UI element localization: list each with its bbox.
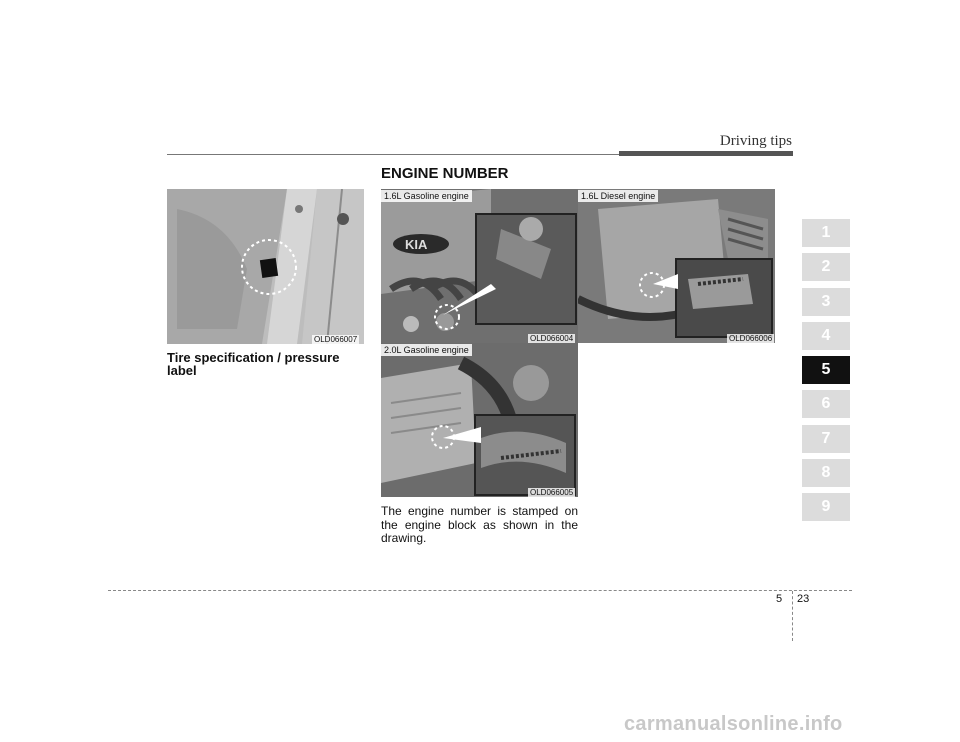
chapter-tab-8[interactable]: 8 [802, 459, 850, 487]
svg-text:KIA: KIA [405, 237, 428, 252]
engine-photo-1-6-gasoline [381, 189, 578, 343]
footer-rule [108, 590, 852, 591]
engine-label: 1.6L Gasoline engine [381, 190, 472, 202]
section-heading: ENGINE NUMBER [381, 165, 509, 182]
chapter-tab-4[interactable]: 4 [802, 322, 850, 350]
chapter-tab-7[interactable]: 7 [802, 425, 850, 453]
engine-label: 1.6L Diesel engine [578, 190, 658, 202]
section-title: Driving tips [719, 133, 792, 149]
engine-label: 2.0L Gasoline engine [381, 344, 472, 356]
photo-code: OLD066004 [530, 334, 574, 343]
photo-caption: Tire specification / pressure label [167, 350, 340, 378]
header-rule [167, 154, 619, 155]
chapter-tab-5[interactable]: 5 [802, 356, 850, 384]
page-number: 23 [797, 593, 810, 605]
chapter-tab-6[interactable]: 6 [802, 390, 850, 418]
header-rule-accent [619, 151, 793, 156]
photo-code: OLD066007 [314, 335, 358, 344]
watermark: carmanualsonline.info [624, 713, 843, 735]
photo-code: OLD066006 [729, 334, 773, 343]
chapter-tab-2[interactable]: 2 [802, 253, 850, 281]
chapter-tab-9[interactable]: 9 [802, 493, 850, 521]
footer-divider [792, 591, 793, 641]
chapter-number: 5 [776, 593, 783, 605]
chapter-tab-1[interactable]: 1 [802, 219, 850, 247]
chapter-tab-3[interactable]: 3 [802, 288, 850, 316]
engine-photo-2-0-gasoline [381, 343, 578, 497]
engine-photo-1-6-diesel [578, 189, 775, 343]
door-pillar-photo [167, 189, 364, 344]
photo-code: OLD066005 [530, 488, 574, 497]
body-text: The engine number is stamped on the engine block as shown in the drawing. [381, 504, 578, 545]
